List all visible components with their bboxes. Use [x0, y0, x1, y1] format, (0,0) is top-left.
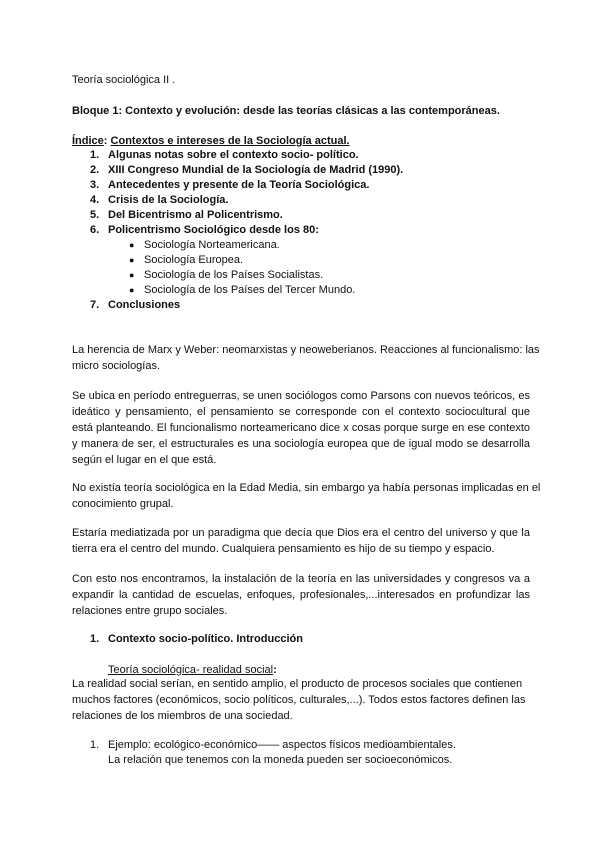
toc-item: 4. Crisis de la Sociología. [90, 194, 229, 206]
document-page: Teoría sociológica II . Bloque 1: Contexto y evolución: desde las teorías clásicas a las contemporáneas. Índice: Contextos e intereses de la Sociología actual. 1. Algunas notas sobre el contexto socio- político. 2. XIII Congreso Mundial de la Sociología de Madrid (1990). 3. Antecedentes y presente de la Teoría Sociológica. 4. Crisis de la Sociología. 5. Del Bicentrismo al Policentrismo. 6. Policentrismo Sociológico desde los 80: ● Sociología Norteamericana. ● Sociología Europea. ● Sociología de los Países Socialistas. ● Sociología de los Países del Tercer Mundo. 7. Conclusiones La herencia de Marx y Weber: neomarxistas y neoweberianos. Reacciones al funcionalismo: las micro sociologías. Se ubica en período entreguerras, se unen sociólogos como Parsons con nuevos teóricos, es ideático y pensamiento, el pensamiento se corresponde con el contexto sociocultural que está planteando. El funcionalismo norteamericano dice x cosas porque surge en ese contexto y manera de ser, el estructurales es una sociología europea que de igual modo se desarrolla según el lugar en el que está. No existía teoría sociológica en la Edad Media, sin embargo ya había personas implicadas en el conocimiento grupal. Estaría mediatizada por un paradigma que decía que Dios era el centro del universo y que la tierra era el centro del mundo. Cualquiera pensamiento es hijo de su tiempo y espacio. Con esto nos encontramos, la instalación de la teoría en las universidades y congresos va a expandir la cantidad de escuelas, enfoques, profesionales,...interesados en profundizar las relaciones entre grupo sociales. 1. Contexto socio-político. Introducción Teoría sociológica- realidad social: La realidad social serían, en sentido amplio, el producto de procesos sociales que contienen muchos factores (económicos, socio políticos, culturales,...). Todos estos factores definen las relaciones de los miembros de una sociedad. 1. Ejemplo: ecológico-económico—— aspectos físicos medioambientales. La relación que tenemos con la moneda pueden ser socioeconómicos. [72, 74, 541, 766]
toc-item: 5. Del Bicentrismo al Policentrismo. [90, 209, 283, 221]
bullet-icon: ● [129, 255, 135, 265]
toc-item: 2. XIII Congreso Mundial de la Sociología de Madrid (1990). [90, 164, 404, 176]
toc-subitem: ● Sociología Norteamericana. [129, 239, 280, 251]
paragraph: La herencia de Marx y Weber: neomarxistas y neoweberianos. Reacciones al funcionalismo: las micro sociologías. [72, 344, 540, 372]
toc-item: 3. Antecedentes y presente de la Teoría Sociológica. [90, 179, 370, 191]
paragraph: Con esto nos encontramos, la instalación de la teoría en las universidades y congresos va a expandir la cantidad de escuelas, enfoques, profesionales,...interesados en profundizar las relaciones entre grupo sociales. [72, 573, 530, 617]
index-title: Contextos e intereses de la Sociología actual. [110, 135, 350, 147]
paragraph: Se ubica en período entreguerras, se unen sociólogos como Parsons con nuevos teóricos, es ideático y pensamiento, el pensamiento se corresponde con el contexto sociocultural que está planteando. El funcionalismo norteamericano dice x cosas porque surge en ese contexto y manera de ser, el estructurales es una sociología europea que de igual modo se desarrolla según el lugar en el que está. [72, 390, 530, 466]
toc-item: 6. Policentrismo Sociológico desde los 80: ● Sociología Norteamericana. ● Sociología Europea. ● Sociología de los Países Socialistas. ● Sociología de los Países del Tercer Mundo. [72, 223, 532, 298]
section-subtitle: Teoría sociológica- realidad social: [108, 664, 277, 676]
paragraph: La realidad social serían, en sentido amplio, el producto de procesos sociales que contienen muchos factores (económicos, socio políticos, culturales,...). Todos estos factores definen las relaciones de los miembros de una sociedad. [72, 678, 526, 722]
paragraph: No existía teoría sociológica en la Edad Media, sin embargo ya había personas implicadas en el conocimiento grupal. [72, 482, 541, 510]
toc-subitem: ● Sociología de los Países Socialistas. [129, 269, 324, 281]
paragraph: Estaría mediatizada por un paradigma que decía que Dios era el centro del universo y que la tierra era el centro del mundo. Cualquiera pensamiento es hijo de su tiempo y espacio. [72, 527, 530, 555]
index-heading [72, 133, 530, 149]
block-heading: Bloque 1: Contexto y evolución: desde las teorías clásicas a las contemporáneas. [72, 105, 500, 117]
bullet-icon: ● [129, 240, 135, 250]
toc-item: 7. Conclusiones [90, 299, 181, 311]
toc-sublist [72, 238, 532, 298]
table-of-contents [72, 148, 532, 313]
bullet-icon: ● [129, 285, 135, 295]
course-title: Teoría sociológica II . [72, 74, 176, 86]
toc-subitem: ● Sociología Europea. [129, 254, 244, 266]
index-separator: : [103, 135, 111, 147]
bullet-icon: ● [129, 270, 135, 280]
toc-item: 1. Algunas notas sobre el contexto socio- político. [90, 149, 359, 161]
toc-subitem: ● Sociología de los Países del Tercer Mundo. [129, 284, 356, 296]
index-label: Índice [72, 135, 104, 147]
